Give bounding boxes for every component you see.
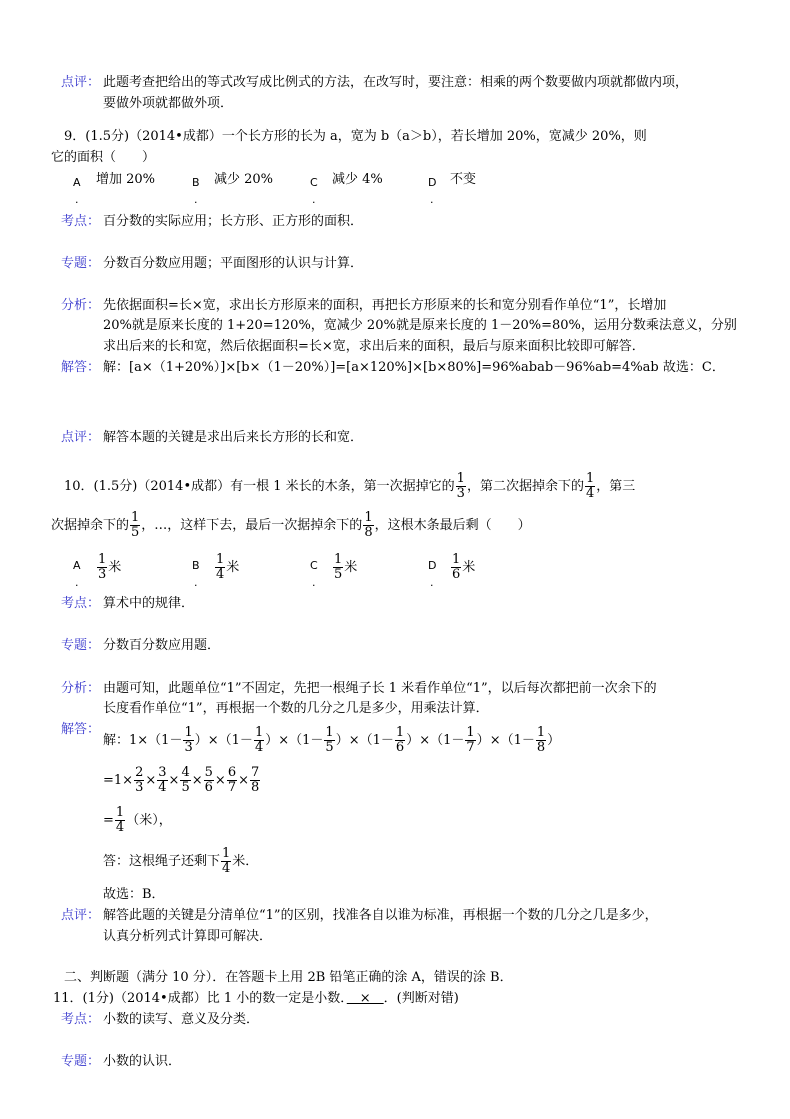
q9-option-a-text: 增加 20% (96, 172, 156, 187)
top-comment-line1: 此题考查把给出的等式改写成比例式的方法，在改写时，要注意：相乘的两个数要做内项就都做内项， (103, 75, 689, 90)
q9-answer: 解：[a×（1+20%）]×[b×（1－20%）]=[a×120%]×[b×80%]=96%abab－96%ab=4%ab 故选：C． (103, 360, 725, 375)
q9-comment: 解答本题的关键是求出后来长方形的长和宽． (103, 430, 364, 445)
q10-point-label: 考点： (61, 596, 101, 611)
q11-point-label: 考点： (61, 1012, 101, 1027)
q9-topic-label: 专题： (61, 256, 101, 271)
q10-analysis-line1: 由题可知，此题单位“1”不固定，先把一根绳子长 1 米看作单位“1”，以后每次都把前一次余下的 (103, 681, 657, 696)
q9-analysis-line1: 先依据面积=长×宽，求出长方形原来的面积，再把长方形原来的长和宽分别看作单位“1”，长增加 (103, 298, 667, 313)
q10-topic-label: 专题： (61, 638, 101, 653)
q9-option-d-text: 不变 (450, 172, 477, 187)
q10-solution-line1: 解：1×（1－ $\frac{1}{3}$ ）×（1－ $\frac{1}{4}$ ）×（1－ $\frac{1}{5}$ ）×（1－ $\frac{1}{6}$ ）×（1－ $\frac{1}{7}$ ）×（1－ $\frac{1}{8}$ ） (103, 725, 561, 755)
q10-answer-sentence: 答：这根绳子还剩下 $\frac{1}{4}$ 米． (103, 846, 259, 876)
q9-option-c-dot: . (312, 193, 316, 206)
q9-topic: 分数百分数应用题；平面图形的认识与计算． (103, 256, 364, 271)
fraction-1-5: $\frac{1}{5}$ (131, 510, 140, 540)
q10-option-c-letter: C (310, 559, 318, 572)
q11-answer-blank: × (346, 991, 384, 1006)
q10-option-a-dot: . (75, 576, 79, 589)
q10-option-a-letter: A (73, 559, 81, 572)
q9-comment-label: 点评： (61, 430, 101, 445)
q10-option-a: $\frac{1}{3}$ 米 (98, 552, 122, 582)
fraction-1-3: $\frac{1}{3}$ (456, 471, 465, 501)
fraction-1-8: $\frac{1}{8}$ (364, 510, 373, 540)
q9-stem-line2: 它的面积（ ） (51, 150, 156, 165)
q10-topic: 分数百分数应用题． (103, 638, 221, 653)
q10-stem-line2: 次据掉余下的 $\frac{1}{5}$ ，…，这样下去，最后一次据掉余下的 $\frac{1}{8}$ ，这根木条最后剩（ ） (51, 510, 531, 540)
q10-option-c-dot: . (312, 576, 316, 589)
q10-comment-line1: 解答此题的关键是分清单位“1”的区别，找准各自以谁为标准，再根据一个数的几分之几是多少， (103, 908, 658, 923)
q9-option-a-dot: . (75, 193, 79, 206)
q9-analysis-line2: 20%就是原来长度的 1+20=120%，宽减少 20%就是原来长度的 1－20%=80%，运用分数乘法意义，分别 (103, 318, 737, 333)
q10-option-d-letter: D (428, 559, 437, 572)
q11-topic-label: 专题： (61, 1054, 101, 1069)
q10-answer-label: 解答： (61, 722, 101, 737)
q10-option-b-letter: B (192, 559, 200, 572)
q11-topic: 小数的认识． (103, 1054, 182, 1069)
q9-option-b-dot: . (194, 193, 198, 206)
q11-point: 小数的读写、意义及分类． (103, 1012, 260, 1027)
q10-option-d-dot: . (430, 576, 434, 589)
q9-stem-line1: 9．(1.5分)（2014•成都）一个长方形的长为 a，宽为 b（a＞b），若长增加 20%，宽减少 20%，则 (64, 129, 647, 144)
top-comment-line2: 要做外项就都做外项． (103, 96, 234, 111)
q9-answer-label: 解答： (61, 360, 101, 375)
q9-option-b-text: 减少 20% (214, 172, 274, 187)
q10-comment-label: 点评： (61, 908, 101, 923)
q10-option-c: $\frac{1}{5}$ 米 (334, 552, 358, 582)
q10-solution-line3: = $\frac{1}{4}$ （米）， (103, 805, 172, 835)
q9-option-c-text: 减少 4% (332, 172, 383, 187)
q10-analysis-label: 分析： (61, 681, 101, 696)
q10-solution-line2: =1× $\frac{2}{3}$ × $\frac{3}{4}$ × $\frac{4}{5}$ × $\frac{5}{6}$ × $\frac{6}{7}$ × $\frac{7}{8}$ (103, 765, 260, 795)
section2-heading: 二、判断题（满分 10 分）．在答题卡上用 2B 铅笔正确的涂 A，错误的涂 B． (64, 970, 513, 985)
q9-option-a-letter: A (73, 176, 81, 189)
q10-stem-line1: 10．(1.5分)（2014•成都）有一根 1 米长的木条，第一次据掉它的 $\frac{1}{3}$ ，第二次据掉余下的 $\frac{1}{4}$ ，第三 (64, 471, 636, 501)
q9-analysis-line3: 求出后来的长和宽，然后依据面积=长×宽，求出后来的面积，最后与原来面积比较即可解答． (103, 339, 645, 354)
fraction-1-4: $\frac{1}{4}$ (585, 471, 595, 501)
q10-option-b-dot: . (194, 576, 198, 589)
q9-point-label: 考点： (61, 214, 101, 229)
q9-option-b-letter: B (192, 176, 200, 189)
q9-option-c-letter: C (310, 176, 318, 189)
q11-stem: 11．(1分)（2014•成都）比 1 小的数一定是小数． × ．(判断对错) (53, 991, 459, 1006)
q9-point: 百分数的实际应用；长方形、正方形的面积． (103, 214, 364, 229)
q10-option-d: $\frac{1}{6}$ 米 (452, 552, 476, 582)
q10-analysis-line2: 长度看作单位“1”，再根据一个数的几分之几是多少，用乘法计算． (103, 701, 489, 716)
q10-choice: 故选：B． (103, 887, 165, 902)
q10-option-b: $\frac{1}{4}$ 米 (216, 552, 240, 582)
q9-option-d-letter: D (428, 176, 437, 189)
q10-point: 算术中的规律． (103, 596, 195, 611)
q9-analysis-label: 分析： (61, 298, 101, 313)
q9-option-d-dot: . (430, 193, 434, 206)
comment-label: 点评： (61, 75, 101, 90)
q10-comment-line2: 认真分析列式计算即可解决． (103, 929, 273, 944)
